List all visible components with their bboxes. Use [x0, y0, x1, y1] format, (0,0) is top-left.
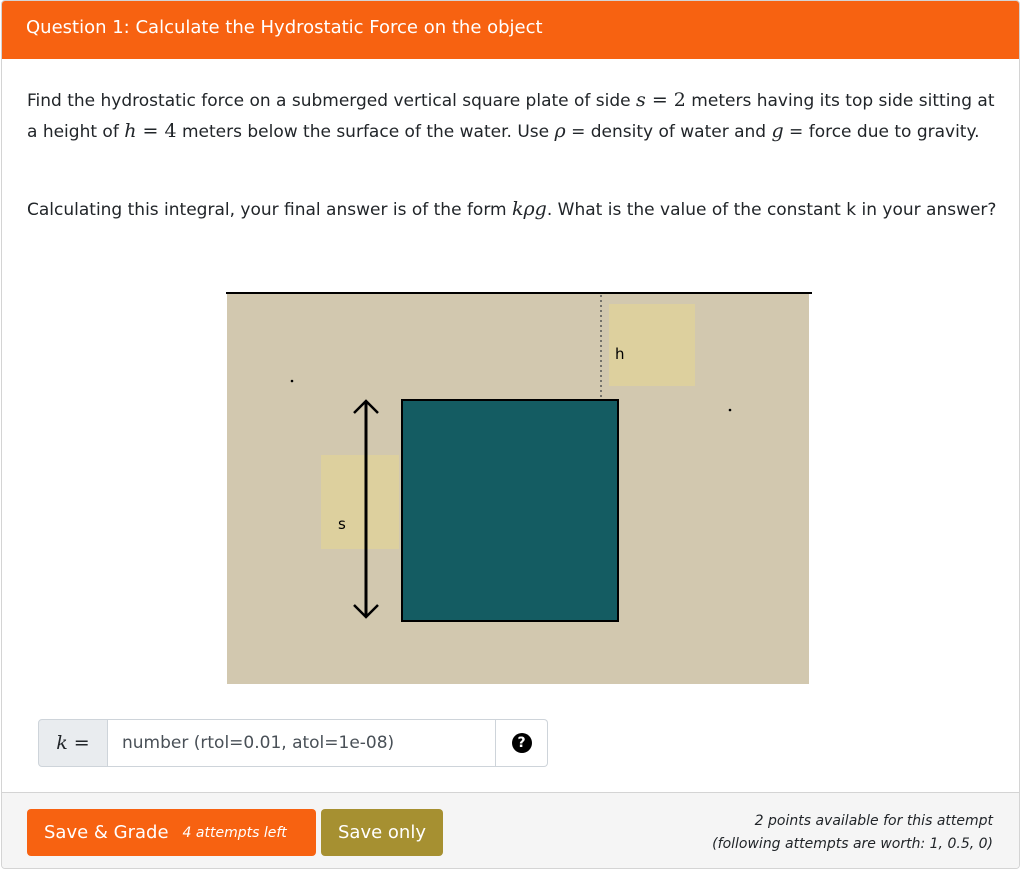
question-text: = force due to gravity.: [783, 122, 980, 142]
answer-input[interactable]: [108, 719, 496, 767]
answer-label: [38, 719, 108, 767]
question-header: [2, 1, 1019, 59]
question-text: Calculating this integral, your final answer is of the form: [27, 200, 512, 220]
save-only-button[interactable]: Save only: [321, 809, 443, 856]
question-text: . What is the value of the constant k in your answer?: [546, 200, 997, 220]
save-grade-button[interactable]: [27, 809, 316, 856]
label-s: s: [338, 515, 346, 533]
math-form: kρg: [511, 198, 547, 220]
math-rho: ρ: [554, 120, 566, 142]
question-text: Find the hydrostatic force on a submerged vertical square plate of side: [27, 91, 637, 111]
attempts-left-label: 4 attempts left: [182, 824, 287, 841]
save-grade-label: Save & Grade: [44, 822, 169, 843]
question-instruction: [27, 194, 997, 225]
hydrostatic-figure: [226, 289, 816, 689]
question-mark-icon: ?: [512, 733, 532, 753]
answer-equals: =: [73, 732, 90, 754]
points-info: [712, 810, 993, 856]
question-paragraph: [27, 85, 997, 147]
math-g: g: [771, 120, 784, 142]
answer-input-group: [38, 719, 548, 767]
question-card: [1, 0, 1020, 869]
following-attempts: (following attempts are worth: 1, 0.5, 0): [712, 836, 993, 852]
label-box-s: [321, 455, 399, 549]
question-title: Question 1: Calculate the Hydrostatic Force on the object: [26, 17, 543, 38]
question-text: = density of water and: [565, 122, 772, 142]
math-s: s: [636, 89, 646, 111]
label-h: h: [615, 345, 625, 363]
question-footer: [2, 792, 1019, 869]
math-s-value: = 2: [645, 89, 686, 111]
math-h: h: [124, 120, 137, 142]
question-text: meters having its top side sitting at a height of: [27, 91, 995, 142]
question-text: meters below the surface of the water. Use: [176, 122, 555, 142]
points-available: 2 points available for this attempt: [754, 813, 993, 829]
help-button[interactable]: [496, 719, 548, 767]
answer-variable: k: [56, 732, 68, 754]
dot-marker: [291, 380, 294, 383]
submerged-plate: [402, 400, 618, 621]
dot-marker: [729, 409, 732, 412]
math-h-value: = 4: [136, 120, 177, 142]
